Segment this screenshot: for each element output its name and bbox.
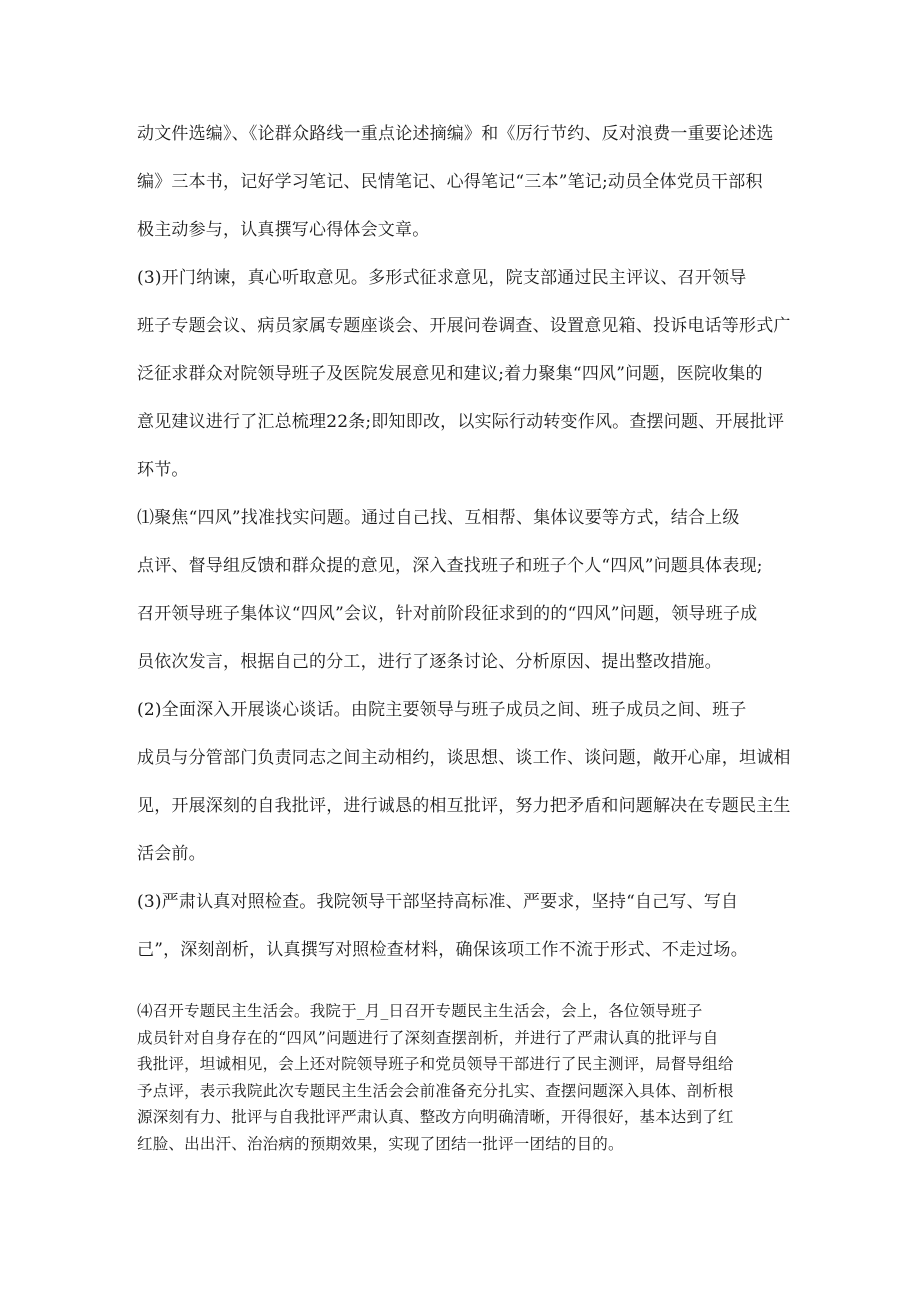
paragraph-democratic-life-meeting: ⑷召开专题民主生活会。我院于_月_日召开专题民主生活会，会上，各位领导班子 成员针对自身存在的“四风”问题进行了深刻查摆剖析，并进行了严肃认真的批评与自 我批评，坦诚相见，会上还对院领导班子和党员领导干部进行了民主测评，局督导组给 予点评，表示我院此次专题民主生活会会前准备充分扎实、查摆问题深入具体、剖析根 源深刻有力、批评与自我批评严肃认真、整改方向明确清晰，开得很好，基本达到了红 红脸、出出汗、治治病的预期效果，实现了团结一批评一团结的目的。 — [137, 1002, 734, 1153]
paragraph-study-notes: 动文件选编》、《论群众路线一重点论述摘编》和《厉行节约、反对浪费一重要论述选 编》三本书，记好学习笔记、民情笔记、心得笔记“三本”笔记;动员全体党员干部积 极主动参与，认真撰写心得体会文章。 — [137, 124, 774, 240]
paragraph-focus-four-winds: ⑴聚焦“四风”找准找实问题。通过自己找、互相帮、集体议要等方式，结合上级 点评、督导组反馈和群众提的意见，深入查找班子和班子个人“四风”问题具体表现; 召开领导班子集体议“四风”会议，针对前阶段征求到的的“四风”问题，领导班子成 员依次发言，根据自己的分工，进行了逐条讨论、分析原因、提出整改措施。 — [137, 508, 763, 672]
paragraph-self-examination: (3)严肃认真对照检查。我院领导干部坚持高标准、严要求，坚持“自己写、写自 己”，深刻剖析，认真撰写对照检查材料，确保该项工作不流于形式、不走过场。 — [137, 892, 748, 960]
paragraph-heart-to-heart-talks: (2)全面深入开展谈心谈话。由院主要领导与班子成员之间、班子成员之间、班子 成员与分管部门负责同志之间主动相约，谈思想、谈工作、谈问题，敞开心扉，坦诚相 见，开展深刻的自我批评，进行诚恳的相互批评，努力把矛盾和问题解决在专题民主生 活会前。 — [137, 700, 791, 864]
paragraph-open-door-advice: (3)开门纳谏，真心听取意见。多形式征求意见，院支部通过民主评议、召开领导 班子专题会议、病员家属专题座谈会、开展问卷调查、设置意见箱、投诉电话等形式广 泛征求群众对院领导班子及医院发展意见和建议;着力聚集“四风”问题，医院收集的 意见建议进行了汇总梳理22条;即知即改，以实际行动转变作风。查摆问题、开展批评 环节。 — [137, 268, 791, 480]
